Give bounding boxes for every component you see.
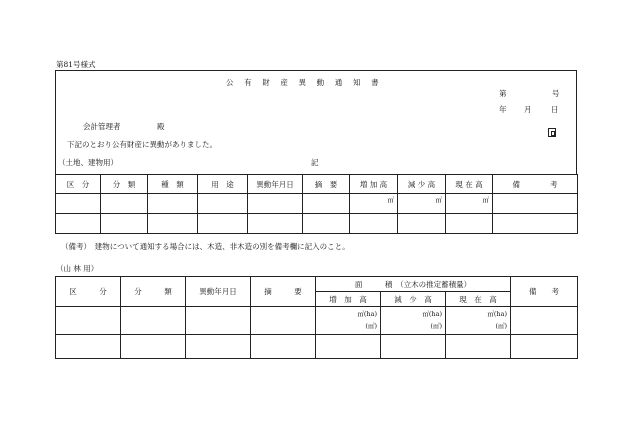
cell[interactable] bbox=[56, 194, 101, 214]
header-tekiyo: 摘 要 bbox=[251, 277, 316, 307]
cell[interactable] bbox=[303, 194, 350, 214]
date-year: 年 bbox=[499, 105, 507, 114]
cell[interactable] bbox=[101, 214, 148, 234]
volume-unit: (㎥) bbox=[365, 322, 377, 330]
header-biko: 備 考 bbox=[511, 277, 578, 307]
header-current: 現 在 高 bbox=[446, 292, 511, 307]
form-number: 第81号様式 bbox=[56, 60, 96, 69]
number-suffix: 号 bbox=[552, 89, 560, 98]
date-day: 日 bbox=[551, 105, 559, 114]
section-label-forest: （山 林 用） bbox=[56, 264, 99, 273]
header-decrease: 減 少 高 bbox=[381, 292, 446, 307]
table-row bbox=[56, 214, 578, 234]
cell[interactable] bbox=[316, 335, 381, 359]
cell[interactable] bbox=[251, 335, 316, 359]
area-unit: ㎡(ha) bbox=[487, 310, 508, 318]
recipient: 会計管理者 bbox=[83, 122, 121, 131]
cell[interactable] bbox=[350, 214, 398, 234]
seal-icon bbox=[548, 128, 556, 137]
cell[interactable] bbox=[148, 214, 198, 234]
forest-table bbox=[55, 276, 578, 359]
number-label: 第 bbox=[499, 89, 507, 98]
cell[interactable] bbox=[511, 307, 578, 335]
decrease-unit[interactable] bbox=[381, 307, 446, 335]
area-unit: ㎡(ha) bbox=[422, 310, 442, 318]
header-kubun: 区 分 bbox=[56, 277, 121, 307]
header-biko: 備 考 bbox=[493, 175, 578, 194]
current-unit[interactable] bbox=[446, 307, 511, 335]
table-row bbox=[56, 194, 578, 214]
section-label-land-building: （土地、建物用） bbox=[58, 158, 118, 167]
header-yoto: 用 途 bbox=[198, 175, 248, 194]
header-shurui: 種 類 bbox=[148, 175, 198, 194]
decrease-unit[interactable]: ㎡ bbox=[398, 194, 446, 214]
header-change-date: 異動年月日 bbox=[248, 175, 303, 194]
current-unit[interactable]: ㎡ bbox=[446, 194, 493, 214]
date-month: 月 bbox=[524, 105, 532, 114]
increase-unit[interactable] bbox=[316, 307, 381, 335]
cell[interactable] bbox=[511, 335, 578, 359]
header-bunrui: 分 類 bbox=[101, 175, 148, 194]
header-increase: 増 加 高 bbox=[350, 175, 398, 194]
cell[interactable] bbox=[121, 307, 186, 335]
header-tekiyo: 摘 要 bbox=[303, 175, 350, 194]
cell[interactable] bbox=[186, 307, 251, 335]
cell[interactable] bbox=[248, 194, 303, 214]
cell[interactable] bbox=[381, 335, 446, 359]
header-current: 現 在 高 bbox=[446, 175, 493, 194]
header-bunrui: 分 類 bbox=[121, 277, 186, 307]
recipient-honorific: 殿 bbox=[157, 122, 165, 131]
area-unit: ㎡(ha) bbox=[357, 310, 377, 318]
cell[interactable] bbox=[303, 214, 350, 234]
volume-unit: (㎥) bbox=[495, 322, 508, 330]
table-row bbox=[56, 307, 578, 335]
cell[interactable] bbox=[248, 214, 303, 234]
remark-note: （備考） 建物について通知する場合には、木造、非木造の別を備考欄に記入のこと。 bbox=[61, 242, 350, 251]
header-decrease: 減 少 高 bbox=[398, 175, 446, 194]
header-kubun: 区 分 bbox=[56, 175, 101, 194]
cell[interactable] bbox=[121, 335, 186, 359]
cell[interactable] bbox=[56, 307, 121, 335]
cell[interactable] bbox=[56, 335, 121, 359]
header-change-date: 異動年月日 bbox=[186, 277, 251, 307]
cell[interactable] bbox=[56, 214, 101, 234]
increase-unit[interactable]: ㎡ bbox=[350, 194, 398, 214]
header-area: 面 積 （立木の推定蓄積量） bbox=[316, 277, 511, 292]
volume-unit: (㎥) bbox=[430, 322, 442, 330]
cell[interactable] bbox=[251, 307, 316, 335]
cell[interactable] bbox=[446, 335, 511, 359]
land-building-table bbox=[55, 174, 578, 234]
cell[interactable] bbox=[101, 194, 148, 214]
ki-label: 記 bbox=[311, 158, 319, 167]
cell[interactable] bbox=[198, 194, 248, 214]
cell[interactable] bbox=[493, 194, 578, 214]
cell[interactable] bbox=[198, 214, 248, 234]
body-text: 下記のとおり公有財産に異動がありました。 bbox=[67, 140, 217, 149]
cell[interactable] bbox=[186, 335, 251, 359]
cell[interactable] bbox=[446, 214, 493, 234]
header-increase: 増 加 高 bbox=[316, 292, 381, 307]
cell[interactable] bbox=[148, 194, 198, 214]
notice-title: 公 有 財 産 異 動 通 知 書 bbox=[226, 78, 383, 87]
cell[interactable] bbox=[493, 214, 578, 234]
table-row bbox=[56, 335, 578, 359]
cell[interactable] bbox=[398, 214, 446, 234]
